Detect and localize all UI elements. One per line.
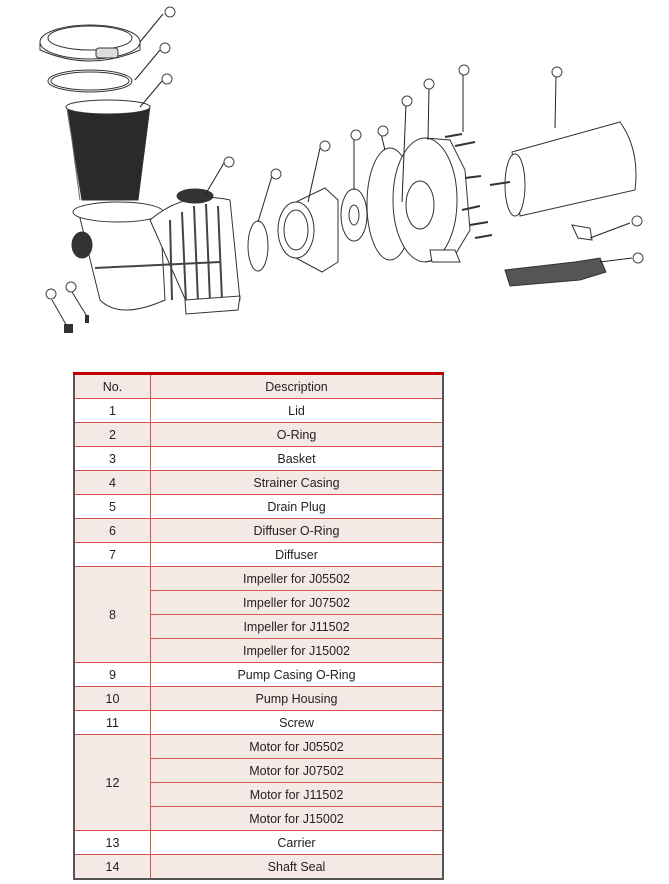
part-description-cell: Impeller for J11502 <box>151 615 444 639</box>
table-row <box>74 711 443 735</box>
part-number-cell: 10 <box>74 687 151 711</box>
part-description-cell: Motor for J11502 <box>151 783 444 807</box>
part-number-cell: 14 <box>74 855 151 880</box>
part-number-cell: 8 <box>74 567 151 663</box>
parts-table-body <box>74 399 443 880</box>
part-description-cell: Basket <box>151 447 444 471</box>
part-number-cell: 1 <box>74 399 151 423</box>
part-description-cell: Lid <box>151 399 444 423</box>
part-number-cell: 12 <box>74 735 151 831</box>
part-description-cell: Shaft Seal <box>151 855 444 880</box>
part-description-cell: Impeller for J05502 <box>151 567 444 591</box>
table-row <box>74 831 443 855</box>
table-row <box>74 447 443 471</box>
table-row <box>74 567 443 591</box>
part-description-cell: Screw <box>151 711 444 735</box>
exploded-parts-diagram <box>0 0 669 350</box>
part-description-cell: Motor for J15002 <box>151 807 444 831</box>
drain-plug-drawing <box>52 292 89 333</box>
header-description: Description <box>151 374 444 399</box>
part-description-cell: Carrier <box>151 831 444 855</box>
table-row <box>74 495 443 519</box>
part-number-cell: 13 <box>74 831 151 855</box>
part-description-cell: Pump Housing <box>151 687 444 711</box>
header-no: No. <box>74 374 151 399</box>
lid-drawing <box>40 25 140 61</box>
table-row <box>74 687 443 711</box>
diffuser-o-ring-drawing <box>248 221 268 271</box>
basket-drawing <box>66 100 150 200</box>
part-number-cell: 9 <box>74 663 151 687</box>
table-row <box>74 519 443 543</box>
table-row <box>74 423 443 447</box>
part-number-cell: 4 <box>74 471 151 495</box>
motor-drawing <box>490 122 636 216</box>
table-row <box>74 663 443 687</box>
parts-list-table <box>73 372 444 880</box>
part-description-cell: Strainer Casing <box>151 471 444 495</box>
part-description-cell: Motor for J05502 <box>151 735 444 759</box>
part-description-cell: Diffuser O-Ring <box>151 519 444 543</box>
table-row <box>74 471 443 495</box>
part-description-cell: Diffuser <box>151 543 444 567</box>
pump-housing-drawing <box>393 138 470 262</box>
part-number-cell: 11 <box>74 711 151 735</box>
table-row <box>74 855 443 880</box>
table-row <box>74 735 443 759</box>
carrier-drawing <box>505 225 606 286</box>
part-description-cell: Pump Casing O-Ring <box>151 663 444 687</box>
table-row <box>74 399 443 423</box>
o-ring-drawing <box>48 70 132 92</box>
part-number-cell: 2 <box>74 423 151 447</box>
part-number-cell: 7 <box>74 543 151 567</box>
impeller-drawing <box>341 189 367 241</box>
part-number-cell: 5 <box>74 495 151 519</box>
part-description-cell: Impeller for J07502 <box>151 591 444 615</box>
part-number-cell: 6 <box>74 519 151 543</box>
part-number-cell: 3 <box>74 447 151 471</box>
part-description-cell: Drain Plug <box>151 495 444 519</box>
part-description-cell: Impeller for J15002 <box>151 639 444 663</box>
table-row <box>74 543 443 567</box>
strainer-casing-drawing <box>72 189 240 314</box>
part-description-cell: O-Ring <box>151 423 444 447</box>
part-description-cell: Motor for J07502 <box>151 759 444 783</box>
